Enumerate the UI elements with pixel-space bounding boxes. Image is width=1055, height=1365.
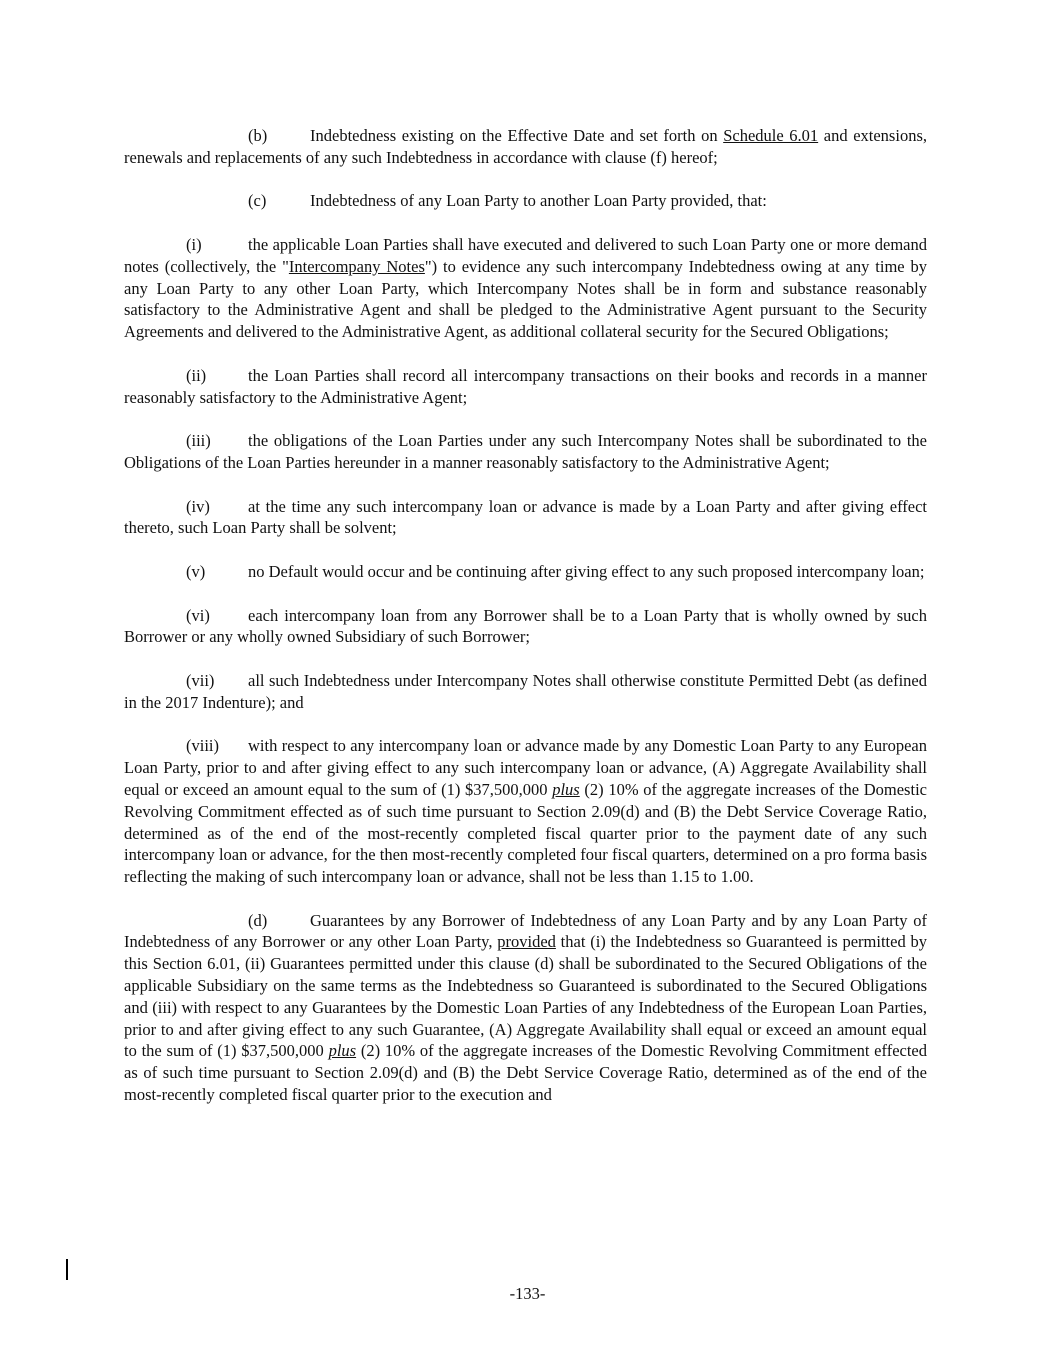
document-body <box>124 125 927 1128</box>
schedule-reference: Schedule 6.01 <box>723 126 819 145</box>
paragraph-i <box>124 234 927 343</box>
clause-label: (v) <box>186 561 206 581</box>
paragraph-iii <box>124 430 927 474</box>
clause-label: (d) <box>248 910 268 930</box>
clause-text: the Loan Parties shall record all intercompany transactions on their books and records in a manner reasonably satisfactory to the Administrative Agent; <box>124 365 927 407</box>
clause-text: the applicable Loan Parties shall have executed and delivered to such Loan Party one or more demand notes (collectively, the " <box>124 234 927 276</box>
clause-label: (c) <box>248 191 267 211</box>
revision-bar <box>66 1259 68 1280</box>
defined-term: Intercompany Notes <box>288 256 425 276</box>
paragraph-vii <box>124 670 927 714</box>
clause-text: all such Indebtedness under Intercompany Notes shall otherwise constitute Permitted Debt (as defined in the 2017 Indenture); and <box>124 670 927 712</box>
clause-text: (2) 10% of the aggregate increases of the Domestic Revolving Commitment effected as of such time pursuant to Section 2.09(d) and (B) the Debt Service Coverage Ratio, determined as of the end of the most-recently completed fiscal quarter prior to the payment date of any such intercompany loan or advance, for the then most-recently completed four fiscal quarters, determined on a pro forma basis reflecting the making of such intercompany loan or advance, shall not be less than 1.15 to 1.00. <box>124 779 927 887</box>
clause-label: (iii) <box>186 431 211 451</box>
paragraph-c <box>124 190 927 212</box>
clause-text: and extensions, renewals and replacements of any such Indebtedness in accordance with clause (f) hereof; <box>124 126 927 167</box>
clause-text: ") to evidence any such intercompany Indebtedness owing at any time by any Loan Party to any other Loan Party, which Intercompany Notes shall be in form and substance reasonably satisfactory to the Administrative Agent and shall be pledged to the Administrative Agent pursuant to the Security Agreements and delivered to the Administrative Agent, as additional collateral security for the Secured Obligations; <box>124 256 927 342</box>
paragraph-v <box>124 561 927 583</box>
clause-text: at the time any such intercompany loan or advance is made by a Loan Party and after giving effect thereto, such Loan Party shall be solvent; <box>124 496 927 538</box>
paragraph-ii <box>124 365 927 409</box>
clause-text: each intercompany loan from any Borrower shall be to a Loan Party that is wholly owned by such Borrower or any wholly owned Subsidiary of such Borrower; <box>124 605 927 647</box>
paragraph-vi <box>124 605 927 649</box>
emphasis-plus: plus <box>552 779 580 799</box>
clause-label: (b) <box>248 126 268 145</box>
clause-text: Indebtedness existing on the Effective Date and set forth on <box>310 126 724 145</box>
page-number: -133- <box>509 1284 546 1303</box>
clause-label: (ii) <box>186 365 207 385</box>
clause-label: (viii) <box>186 736 219 756</box>
emphasis-plus: plus <box>328 1041 357 1061</box>
clause-text: the obligations of the Loan Parties under any such Intercompany Notes shall be subordinated to the Obligations of the Loan Parties hereunder in a manner reasonably satisfactory to the Administrative Agent; <box>124 431 927 472</box>
clause-text: that (i) the Indebtedness so Guaranteed is permitted by this Section 6.01, (ii) Guarantees permitted under this clause (d) shall be subordinated to the Secured Obligations of the applicable Subsidiary on the same terms as the Indebtedness so Guaranteed is subordinated to the Secured Obligations and (iii) with respect to any Guarantees by the Domestic Loan Parties of any Indebtedness of the European Loan Parties, prior to and after giving effect to any such Guarantee, (A) Aggregate Availability shall equal or exceed an amount equal to the sum of (1) $37,500,000 <box>124 932 927 1061</box>
clause-text: Guarantees by any Borrower of Indebtedness of any Loan Party and by any Loan Party of Indebtedness of any Borrower or any other Loan Party, <box>124 910 927 952</box>
clause-label: (vi) <box>186 605 210 625</box>
clause-label: (iv) <box>186 496 210 516</box>
clause-label: (vii) <box>186 670 215 690</box>
clause-text: Indebtedness of any Loan Party to another Loan Party provided, that: <box>310 191 767 211</box>
clause-text: (2) 10% of the aggregate increases of the Domestic Revolving Commitment effected as of such time pursuant to Section 2.09(d) and (B) the Debt Service Coverage Ratio, determined as of the end of the most-recently completed fiscal quarter prior to the execution and <box>124 1041 927 1105</box>
clause-text: with respect to any intercompany loan or advance made by any Domestic Loan Party to any European Loan Party, prior to and after giving effect to any such intercompany loan or advance, (A) Aggregate Availability shall equal or exceed an amount equal to the sum of (1) $37,500,000 <box>124 736 927 799</box>
clause-text: no Default would occur and be continuing after giving effect to any such proposed intercompany loan; <box>248 561 925 581</box>
paragraph-iv <box>124 496 927 540</box>
paragraph-b <box>124 125 927 169</box>
paragraph-viii <box>124 735 927 888</box>
paragraph-d <box>124 910 927 1106</box>
clause-label: (i) <box>186 234 202 254</box>
defined-term: provided <box>497 932 556 952</box>
